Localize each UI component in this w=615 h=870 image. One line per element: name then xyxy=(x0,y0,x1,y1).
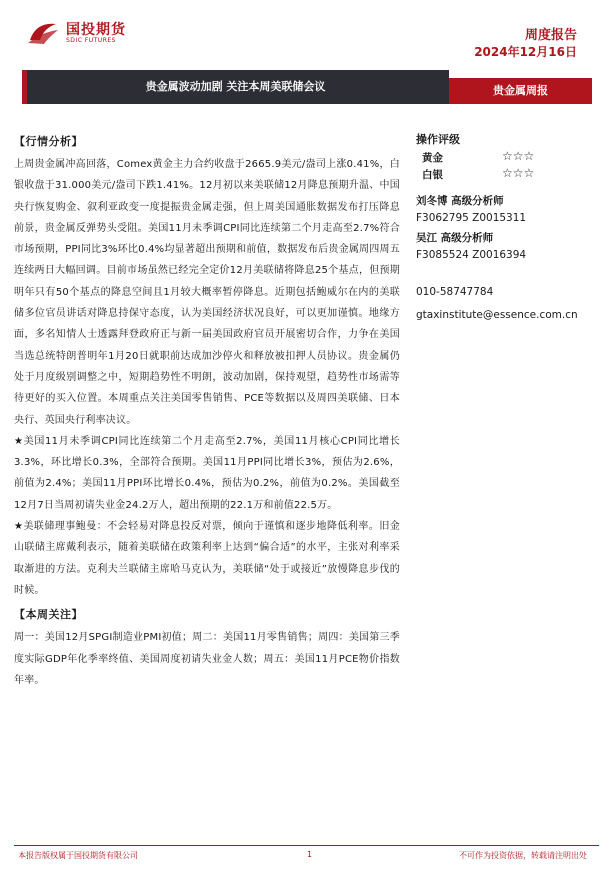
logo-text-cn: 国投期货 xyxy=(66,22,126,38)
analyst-name: 吴江 高级分析师 xyxy=(416,232,494,244)
rating-label: 操作评级 xyxy=(416,133,460,146)
page-number: 1 xyxy=(307,850,313,859)
report-type: 周度报告 xyxy=(524,28,577,43)
star-rating-icon: ☆☆☆ xyxy=(502,166,535,180)
contact-email: gtaxinstitute@essence.com.cn xyxy=(416,309,578,321)
weekly-focus-heading: 【本周关注】 xyxy=(14,608,83,622)
analyst-name: 刘冬博 高级分析师 xyxy=(416,195,504,207)
analyst-license: F3062795 Z0015311 xyxy=(416,212,527,224)
logo-text-en: SDIC FUTURES xyxy=(66,37,116,44)
news-item-fed: ★美联储理事鲍曼：不会轻易对降息投反对票，倾向于谨慎和逐步地降低利率。旧金山联储主席戴利表示，随着美联储在政策利率上达到“偏合适”的水平，主张对利率采取渐进的方法。克利夫兰联储主席哈马克认为，美联储“处于或接近”放慢降息步伐的时候。 xyxy=(14,521,400,596)
news-item-data: ★美国11月未季调CPI同比连续第二个月走高至2.7%，美国11月核心CPI同比增长3.3%，环比增长0.3%，全部符合预期。美国11月PPI同比增长3%，预估为2.6%，前值为2.4%；美国11月PPI环比增长0.4%，预估为0.2%，前值为0.2%。美国截至12月7日当周初请失业金24.2万人，超出预期的22.1万和前值22.5万。 xyxy=(14,435,400,511)
rating-row-gold xyxy=(416,149,606,166)
company-logo xyxy=(26,16,144,48)
sdic-logo-icon xyxy=(26,18,60,46)
market-analysis-paragraph: 上周贵金属冲高回落，Comex黄金主力合约收盘于2665.9美元/盎司上涨0.41%，白银收盘于31.000美元/盎司下跌1.41%。12月初以来美联储12月降息预期升温、中国央行恢复购金、叙利亚政变一度提振贵金属走强，但上周美国通胀数据发布打压降息前景，贵金属反弹势头受阻。美国11月未季调CPI同比连续第二个月走高至2.7%符合市场预期，PPI同比3%环比0.4%均显著超出预期和前值，数据发布后贵金属周四周五连续两日大幅回调。目前市场虽然已经完全定价12月美联储将降息25个基点，但预期明年只有50个基点的降息空间且1月较大概率暂停降息。近期包括鲍威尔在内的美联储多位官员讲话对降息持保守态度，认为美国经济状况良好，可以更加谨慎。地缘方面，多名知情人士透露拜登政府正与新一届美国政府官员开展密切合作，力争在美国当选总统特朗普明年1月20日就职前达成加沙停火和释放被扣押人员协议。贵金属仍处于月度级别调整之中，短期趋势性不明朗，波动加剧，保持观望，趋势性市场需等待更好的买入位置。本周重点关注美国零售销售、PCE等数据以及周四美联储、日本央行、英国央行利率决议。 xyxy=(14,159,400,426)
market-analysis-heading: 【行情分析】 xyxy=(14,135,83,148)
rating-row-silver xyxy=(416,166,606,183)
footer-divider xyxy=(14,845,599,846)
contact-phone: 010-58747784 xyxy=(416,286,494,298)
weekly-focus-paragraph: 周一：美国12月SPGI制造业PMI初值；周二：美国11月零售销售；周四：美国第三季度实际GDP年化季率终值、美国周度初请失业金人数；周五：美国11月PCE物价指数年率。 xyxy=(14,632,400,686)
main-content xyxy=(14,128,400,691)
report-date: 2024年12月16日 xyxy=(474,45,577,59)
footer-copyright: 本报告版权属于国投期货有限公司 xyxy=(18,851,138,860)
report-subtitle: 贵金属周报 xyxy=(493,84,548,97)
sidebar xyxy=(416,131,606,324)
report-title: 贵金属波动加剧 关注本周美联储会议 xyxy=(145,80,326,93)
footer-disclaimer: 不可作为投资依据，转载请注明出处 xyxy=(459,851,587,860)
rating-name: 白银 xyxy=(422,169,443,181)
title-bar xyxy=(22,70,592,106)
analyst-license: F3085524 Z0016394 xyxy=(416,249,527,261)
star-rating-icon: ☆☆☆ xyxy=(502,149,535,163)
rating-name: 黄金 xyxy=(422,152,443,164)
